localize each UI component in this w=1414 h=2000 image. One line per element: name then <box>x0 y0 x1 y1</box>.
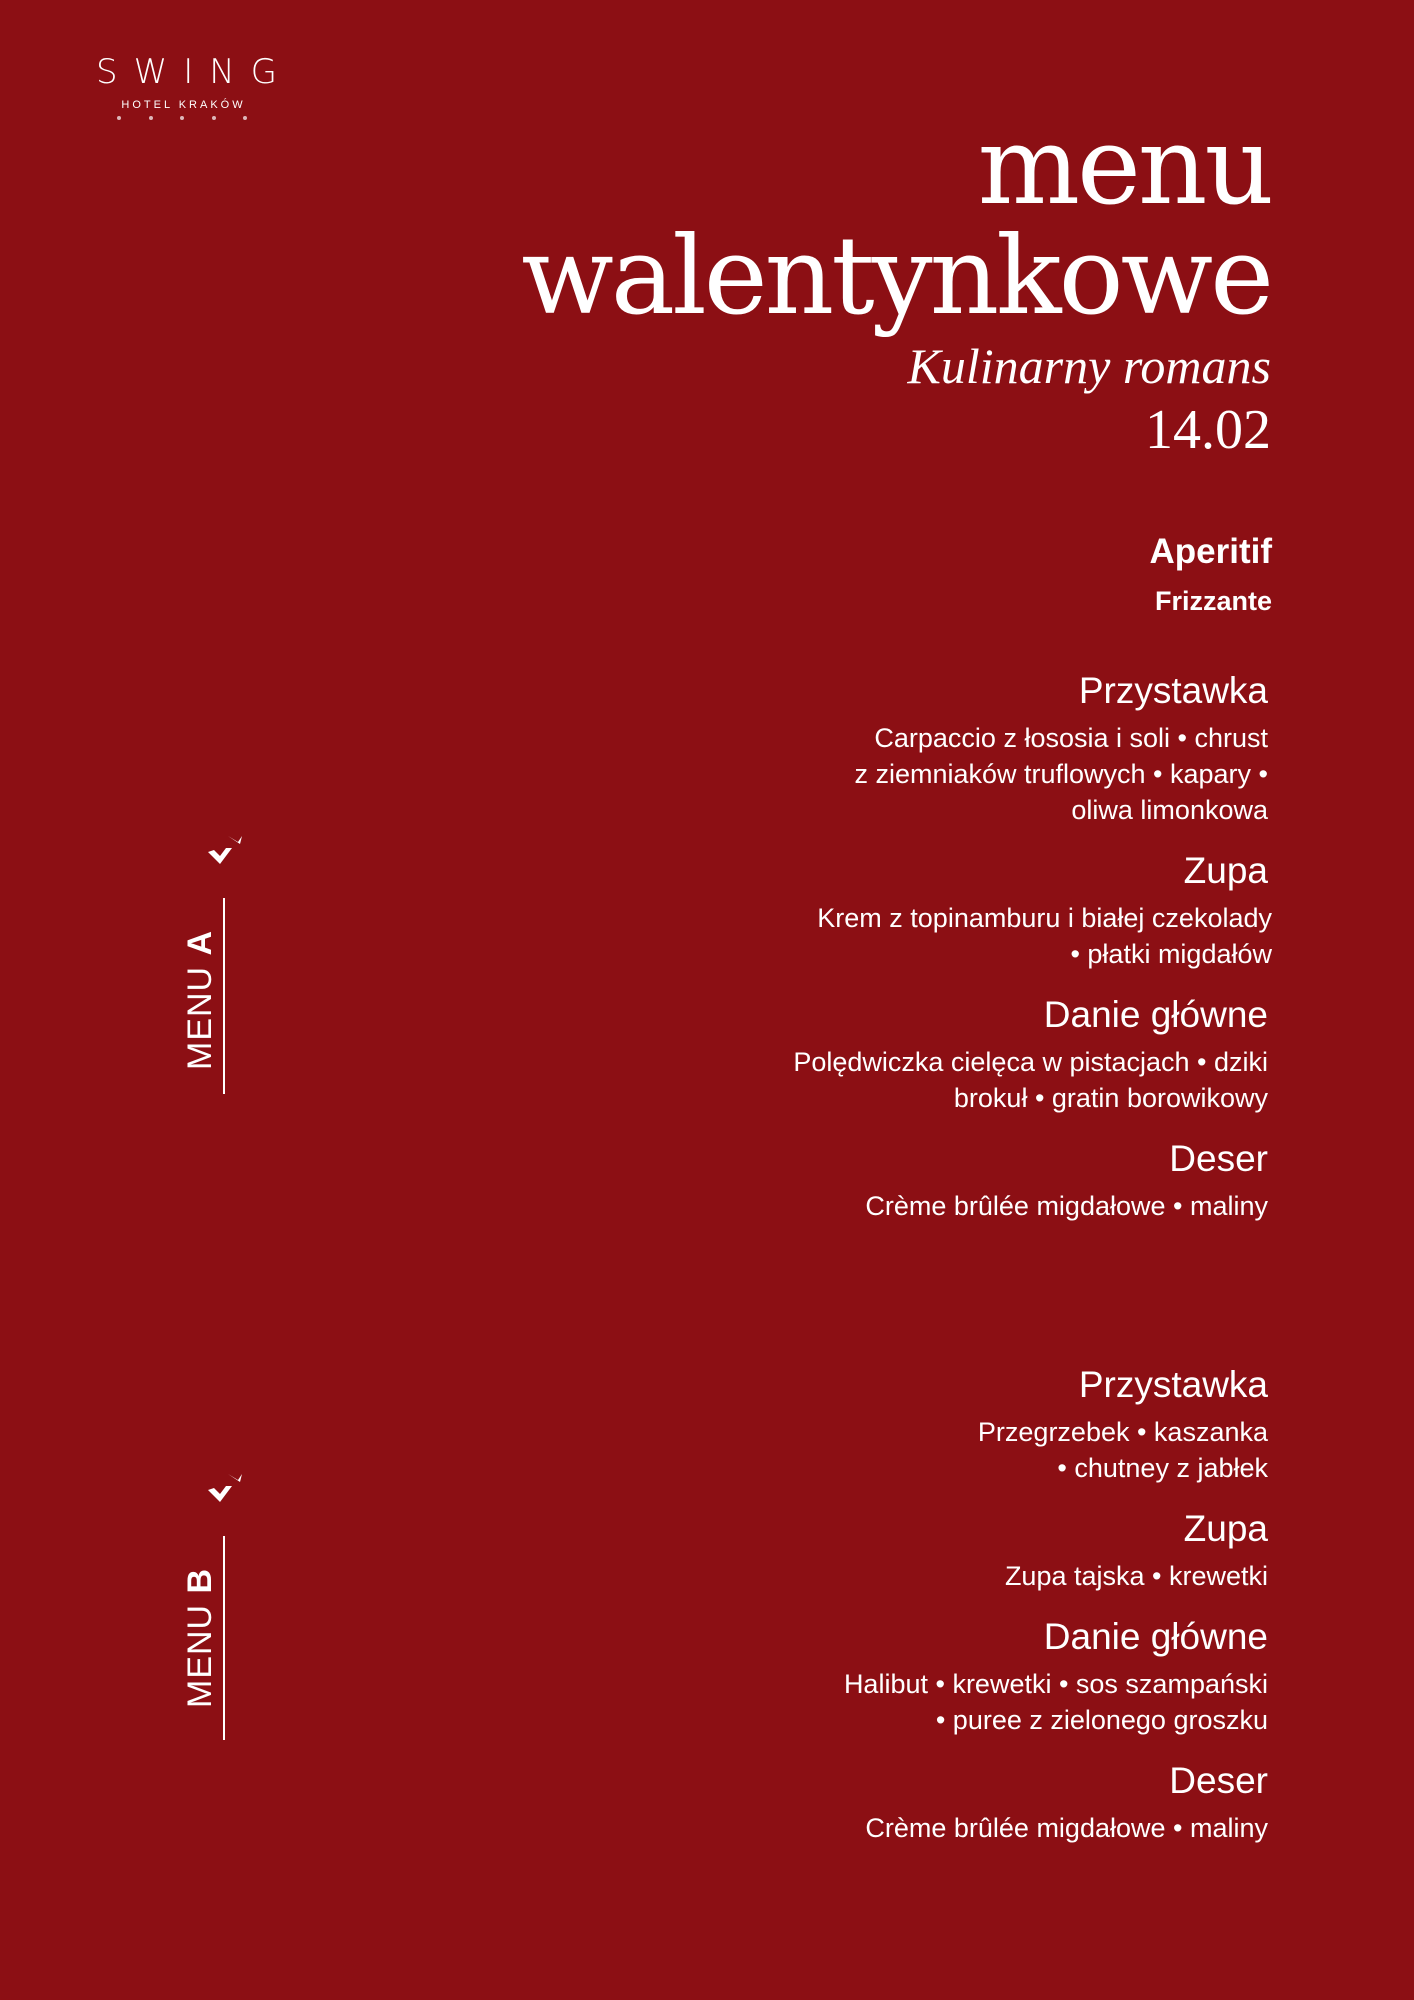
menu-b-course-dessert <box>568 1758 1268 1846</box>
logo-dots <box>117 116 247 120</box>
menu-a <box>568 668 1272 1224</box>
course-name: Deser <box>1169 1138 1268 1179</box>
course-desc: Crème brûlée migdałowe • maliny <box>865 1813 1268 1843</box>
title-line-1: menu <box>977 104 1271 229</box>
menu-header <box>521 104 1271 462</box>
logo-wordmark: SWING <box>96 52 294 92</box>
course-name: Danie główne <box>1043 994 1268 1035</box>
logo-subtitle: HOTEL KRAKÓW <box>121 99 246 111</box>
menu-a-course-main <box>568 992 1268 1116</box>
course-desc: Zupa tajska • krewetki <box>1004 1561 1268 1591</box>
course-name: Zupa <box>1183 850 1268 891</box>
course-desc: Crème brûlée migdałowe • maliny <box>865 1191 1268 1221</box>
event-date: 14.02 <box>1145 399 1271 461</box>
hotel-logo <box>80 52 294 120</box>
menu-a-divider <box>223 898 225 1094</box>
menu-a-course-dessert <box>568 1136 1268 1224</box>
course-name: Deser <box>1169 1760 1268 1801</box>
course-name: Danie główne <box>1043 1616 1268 1657</box>
course-desc: Krem z topinamburu i białej czekolady • płatki migdałów <box>817 903 1272 969</box>
aperitif-title: Aperitif <box>1149 532 1272 571</box>
course-name: Zupa <box>1183 1508 1268 1549</box>
aperitif-section <box>1150 530 1273 618</box>
menu-b-course-main <box>568 1614 1268 1738</box>
course-desc: Polędwiczka cielęca w pistacjach • dziki brokuł • gratin borowikowy <box>793 1047 1268 1113</box>
course-desc: Przegrzebek • kaszanka • chutney z jabłek <box>977 1417 1268 1483</box>
heart-icon <box>204 830 246 880</box>
course-desc: Carpaccio z łososia i soli • chrust z ziemniaków truflowych • kapary • oliwa limonkowa <box>854 723 1268 825</box>
menu-b-vertical-text: MENU B <box>181 1567 219 1708</box>
menu-a-course-soup <box>568 848 1272 972</box>
course-name: Przystawka <box>1078 1364 1268 1405</box>
menu-b-course-soup <box>568 1506 1268 1594</box>
menu-b-divider <box>223 1536 225 1740</box>
heart-icon <box>204 1468 246 1518</box>
title-line-2: walentynkowe <box>521 214 1271 339</box>
aperitif-item: Frizzante <box>1154 586 1272 616</box>
menu-a-course-starter <box>568 668 1268 828</box>
menu-b-course-starter <box>568 1362 1268 1486</box>
menu-a-vertical-text: MENU A <box>181 929 219 1070</box>
course-desc: Halibut • krewetki • sos szampański • puree z zielonego groszku <box>843 1669 1268 1735</box>
subtitle: Kulinarny romans <box>907 338 1271 394</box>
course-name: Przystawka <box>1078 670 1268 711</box>
menu-b <box>568 1362 1268 1846</box>
